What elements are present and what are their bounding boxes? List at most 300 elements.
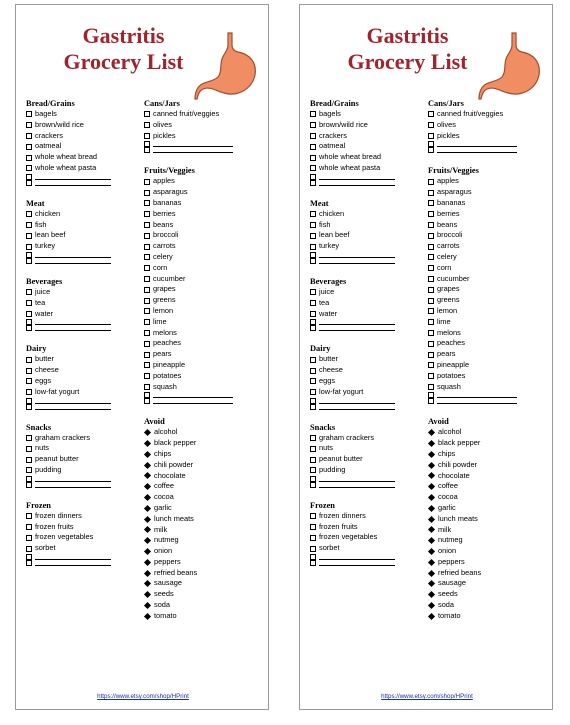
list-item[interactable] (144, 176, 266, 187)
list-item[interactable] (144, 109, 266, 120)
checkbox-icon[interactable] (428, 352, 434, 358)
list-item[interactable] (26, 209, 134, 220)
list-item[interactable] (26, 241, 134, 252)
checkbox-icon[interactable] (428, 362, 434, 368)
section-title: Avoid (428, 417, 449, 427)
list-item[interactable] (310, 141, 418, 152)
checkbox-icon[interactable] (144, 373, 150, 379)
avoid-item (428, 600, 550, 611)
diamond-bullet-icon (428, 472, 435, 479)
blank-item[interactable] (26, 404, 134, 410)
checkbox-icon[interactable] (26, 389, 32, 395)
list-item[interactable] (428, 209, 550, 220)
list-item[interactable] (428, 241, 550, 252)
list-item[interactable] (144, 120, 266, 131)
list-item[interactable] (26, 220, 134, 231)
blank-item[interactable] (310, 404, 418, 410)
list-item[interactable] (144, 284, 266, 295)
avoid-item (428, 557, 550, 568)
avoid-item (428, 568, 550, 579)
list-item[interactable] (144, 360, 266, 371)
checkbox-icon[interactable] (26, 289, 32, 295)
checkbox-icon[interactable] (428, 398, 434, 404)
item-label: refried beans (438, 567, 482, 577)
item-label: nutmeg (154, 535, 179, 545)
blank-item[interactable] (26, 180, 134, 186)
list-item[interactable] (144, 263, 266, 274)
list-item[interactable] (26, 298, 134, 309)
checkbox-icon[interactable] (310, 222, 316, 228)
avoid-item (144, 460, 266, 471)
checkbox-icon[interactable] (144, 147, 150, 153)
item-label: frozen dinners (35, 510, 82, 520)
list-item[interactable] (26, 532, 134, 543)
blank-write-line[interactable] (319, 482, 395, 488)
checkbox-icon[interactable] (144, 211, 150, 217)
list-item[interactable] (310, 109, 418, 120)
section-title: Bread/Grains (26, 99, 75, 108)
checkbox-icon[interactable] (144, 287, 150, 293)
avoid-item (428, 427, 550, 438)
blank-write-line[interactable] (35, 258, 111, 264)
checkbox-icon[interactable] (26, 368, 32, 374)
checkbox-icon[interactable] (26, 244, 32, 250)
list-item[interactable] (144, 295, 266, 306)
checkbox-icon[interactable] (428, 384, 434, 390)
item-label: seeds (438, 589, 458, 599)
list-item[interactable] (310, 433, 418, 444)
section-title: Beverages (26, 276, 63, 286)
checkbox-icon[interactable] (428, 341, 434, 347)
item-label: greens (153, 295, 176, 305)
list-item[interactable] (26, 522, 134, 533)
item-label: squash (153, 381, 177, 391)
checkbox-icon[interactable] (144, 244, 150, 250)
list-item[interactable] (26, 443, 134, 454)
checkbox-icon[interactable] (26, 111, 32, 117)
checkbox-icon[interactable] (26, 222, 32, 228)
list-item[interactable] (310, 543, 418, 554)
list-item[interactable] (26, 376, 134, 387)
checkbox-icon[interactable] (428, 122, 434, 128)
list-item[interactable] (428, 317, 550, 328)
checkbox-icon[interactable] (310, 446, 316, 452)
blank-write-line[interactable] (319, 560, 395, 566)
item-label: peaches (153, 338, 181, 348)
diamond-bullet-icon (144, 591, 151, 598)
item-label: apples (437, 176, 459, 186)
blank-write-line[interactable] (319, 404, 395, 410)
list-item[interactable] (26, 365, 134, 376)
checkbox-icon[interactable] (428, 200, 434, 206)
checkbox-icon[interactable] (26, 165, 32, 171)
checkbox-icon[interactable] (144, 190, 150, 196)
checkbox-icon[interactable] (428, 319, 434, 325)
checkbox-icon[interactable] (144, 179, 150, 185)
list-item[interactable] (428, 295, 550, 306)
avoid-item (428, 535, 550, 546)
list-item[interactable] (144, 209, 266, 220)
list-item[interactable] (310, 522, 418, 533)
checkbox-icon[interactable] (144, 276, 150, 282)
item-label: lemon (153, 305, 174, 315)
checkbox-icon[interactable] (428, 373, 434, 379)
list-item[interactable] (144, 382, 266, 393)
checkbox-icon[interactable] (310, 368, 316, 374)
list-item[interactable] (26, 120, 134, 131)
list-item[interactable] (310, 152, 418, 163)
checkbox-icon[interactable] (310, 289, 316, 295)
checkbox-icon[interactable] (26, 180, 32, 186)
blank-write-line[interactable] (35, 560, 111, 566)
checkbox-icon[interactable] (310, 357, 316, 363)
avoid-item (428, 589, 550, 600)
list-item[interactable] (26, 511, 134, 522)
checkbox-icon[interactable] (26, 144, 32, 150)
blank-write-line[interactable] (153, 147, 233, 153)
checkbox-icon[interactable] (310, 300, 316, 306)
checkbox-icon[interactable] (310, 524, 316, 530)
list-item[interactable] (144, 230, 266, 241)
checkbox-icon[interactable] (310, 122, 316, 128)
checkbox-icon[interactable] (144, 233, 150, 239)
checkbox-icon[interactable] (144, 254, 150, 260)
list-item[interactable] (310, 387, 418, 398)
item-label: pears (153, 349, 172, 359)
list-item[interactable] (428, 109, 550, 120)
list-item[interactable] (26, 354, 134, 365)
blank-item[interactable] (310, 325, 418, 331)
list-item[interactable] (144, 187, 266, 198)
diamond-bullet-icon (428, 570, 435, 577)
list-item[interactable] (26, 309, 134, 320)
list-item[interactable] (310, 465, 418, 476)
checkbox-icon[interactable] (428, 211, 434, 217)
checkbox-icon[interactable] (310, 180, 316, 186)
checkbox-icon[interactable] (310, 513, 316, 519)
list-item[interactable] (310, 443, 418, 454)
list-item[interactable] (428, 230, 550, 241)
list-item[interactable] (428, 328, 550, 339)
list-item[interactable] (428, 252, 550, 263)
list-item[interactable] (310, 230, 418, 241)
checkbox-icon[interactable] (144, 319, 150, 325)
checkbox-icon[interactable] (144, 133, 150, 139)
list-item[interactable] (310, 220, 418, 231)
blank-item[interactable] (26, 258, 134, 264)
section-meat (26, 198, 134, 264)
blank-write-line[interactable] (319, 325, 395, 331)
checkbox-icon[interactable] (310, 560, 316, 566)
list-item[interactable] (428, 176, 550, 187)
list-item[interactable] (310, 131, 418, 142)
checkbox-icon[interactable] (26, 524, 32, 530)
checkbox-icon[interactable] (428, 298, 434, 304)
avoid-item (428, 611, 550, 622)
checkbox-icon[interactable] (26, 233, 32, 239)
list-item[interactable] (428, 263, 550, 274)
checkbox-icon[interactable] (428, 133, 434, 139)
checkbox-icon[interactable] (310, 457, 316, 463)
checkbox-icon[interactable] (428, 179, 434, 185)
checkbox-icon[interactable] (144, 298, 150, 304)
item-label: berries (437, 208, 460, 218)
checkbox-icon[interactable] (428, 233, 434, 239)
list-item[interactable] (144, 328, 266, 339)
checkbox-icon[interactable] (428, 265, 434, 271)
checkbox-icon[interactable] (26, 457, 32, 463)
diamond-bullet-icon (428, 559, 435, 566)
checkbox-icon[interactable] (26, 560, 32, 566)
list-item[interactable] (26, 131, 134, 142)
list-item[interactable] (428, 274, 550, 285)
checkbox-icon[interactable] (310, 165, 316, 171)
list-item[interactable] (428, 198, 550, 209)
checkbox-icon[interactable] (26, 546, 32, 552)
item-label: whole wheat bread (35, 152, 98, 162)
list-item[interactable] (26, 433, 134, 444)
checkbox-icon[interactable] (26, 482, 32, 488)
item-label: seeds (154, 589, 174, 599)
item-label: bananas (153, 197, 182, 207)
section-meat (310, 198, 418, 264)
checkbox-icon[interactable] (310, 244, 316, 250)
checkbox-icon[interactable] (310, 233, 316, 239)
list-item[interactable] (26, 141, 134, 152)
list-item[interactable] (310, 354, 418, 365)
list-item[interactable] (144, 349, 266, 360)
item-list (428, 109, 550, 153)
blank-item[interactable] (144, 398, 266, 404)
blank-item[interactable] (310, 560, 418, 566)
checkbox-icon[interactable] (144, 122, 150, 128)
blank-item[interactable] (26, 325, 134, 331)
list-item[interactable] (310, 241, 418, 252)
list-item[interactable] (310, 309, 418, 320)
item-label: pickles (153, 130, 176, 140)
checkbox-icon[interactable] (310, 546, 316, 552)
list-item[interactable] (26, 543, 134, 554)
blank-item[interactable] (310, 258, 418, 264)
item-label: squash (437, 381, 461, 391)
list-item[interactable] (144, 131, 266, 142)
checkbox-icon[interactable] (26, 404, 32, 410)
checkbox-icon[interactable] (26, 311, 32, 317)
list-item[interactable] (428, 306, 550, 317)
checkbox-icon[interactable] (428, 287, 434, 293)
avoid-item (144, 427, 266, 438)
list-item[interactable] (428, 220, 550, 231)
list-item[interactable] (428, 371, 550, 382)
list-item[interactable] (144, 306, 266, 317)
blank-item[interactable] (26, 560, 134, 566)
checkbox-icon[interactable] (310, 378, 316, 384)
list-item[interactable] (26, 387, 134, 398)
item-label: graham crackers (35, 432, 91, 442)
list-item[interactable] (310, 454, 418, 465)
list-item[interactable] (310, 287, 418, 298)
list-item[interactable] (428, 120, 550, 131)
checkbox-icon[interactable] (144, 200, 150, 206)
item-label: canned fruit/veggies (153, 109, 220, 118)
blank-write-line[interactable] (319, 258, 395, 264)
list-item[interactable] (310, 532, 418, 543)
item-label: tea (35, 297, 46, 307)
title-line-1: Gastritis (366, 23, 449, 48)
list-item[interactable] (144, 274, 266, 285)
checkbox-icon[interactable] (428, 190, 434, 196)
left-column (310, 98, 418, 578)
checkbox-icon[interactable] (144, 308, 150, 314)
section-avoid (428, 416, 550, 621)
list-item[interactable] (144, 252, 266, 263)
list-item[interactable] (144, 371, 266, 382)
checkbox-icon[interactable] (26, 357, 32, 363)
checkbox-icon[interactable] (310, 325, 316, 331)
list-item[interactable] (26, 163, 134, 174)
checkbox-icon[interactable] (310, 311, 316, 317)
list-item[interactable] (26, 109, 134, 120)
checkbox-icon[interactable] (144, 352, 150, 358)
checkbox-icon[interactable] (26, 513, 32, 519)
checkbox-icon[interactable] (26, 258, 32, 264)
list-item[interactable] (310, 298, 418, 309)
list-item[interactable] (26, 454, 134, 465)
checkbox-icon[interactable] (144, 398, 150, 404)
checkbox-icon[interactable] (310, 535, 316, 541)
blank-item[interactable] (26, 482, 134, 488)
blank-write-line[interactable] (35, 325, 111, 331)
list-item[interactable] (310, 511, 418, 522)
checkbox-icon[interactable] (144, 330, 150, 336)
list-item[interactable] (310, 365, 418, 376)
section-title: Fruits/Veggies (428, 166, 479, 176)
checkbox-icon[interactable] (310, 467, 316, 473)
list-item[interactable] (310, 209, 418, 220)
checkbox-icon[interactable] (26, 155, 32, 161)
blank-write-line[interactable] (437, 147, 517, 153)
list-item[interactable] (26, 465, 134, 476)
list-item[interactable] (144, 220, 266, 231)
blank-item[interactable] (428, 398, 550, 404)
checkbox-icon[interactable] (310, 482, 316, 488)
item-label: juice (35, 286, 51, 296)
blank-write-line[interactable] (319, 180, 395, 186)
footer-link[interactable]: https://www.etsy.com/shop/HPrint (97, 693, 189, 700)
list-item[interactable] (26, 230, 134, 241)
diamond-bullet-icon (428, 462, 435, 469)
checkbox-icon[interactable] (26, 133, 32, 139)
avoid-item (428, 578, 550, 589)
checkbox-icon[interactable] (144, 265, 150, 271)
checkbox-icon[interactable] (310, 404, 316, 410)
item-label: lime (437, 316, 451, 326)
footer-link[interactable]: https://www.etsy.com/shop/HPrint (381, 693, 473, 700)
checkbox-icon[interactable] (428, 244, 434, 250)
checkbox-icon[interactable] (428, 330, 434, 336)
list-item[interactable] (428, 284, 550, 295)
checkbox-icon[interactable] (144, 384, 150, 390)
list-item[interactable] (428, 338, 550, 349)
list-item[interactable] (144, 241, 266, 252)
list-item[interactable] (310, 376, 418, 387)
checkbox-icon[interactable] (310, 155, 316, 161)
section-title: Cans/Jars (144, 99, 180, 108)
checkbox-icon[interactable] (428, 308, 434, 314)
list-item[interactable] (144, 317, 266, 328)
list-item[interactable] (26, 287, 134, 298)
item-label: chocolate (438, 470, 470, 480)
checkbox-icon[interactable] (26, 446, 32, 452)
checkbox-icon[interactable] (428, 222, 434, 228)
item-label: nuts (35, 443, 49, 453)
checkbox-icon[interactable] (310, 111, 316, 117)
checkbox-icon[interactable] (26, 467, 32, 473)
item-label: whole wheat bread (319, 152, 382, 162)
item-label: corn (153, 262, 168, 272)
checkbox-icon[interactable] (144, 341, 150, 347)
checkbox-icon[interactable] (310, 258, 316, 264)
list-item[interactable] (428, 360, 550, 371)
checkbox-icon[interactable] (310, 133, 316, 139)
blank-item[interactable] (310, 180, 418, 186)
checkbox-icon[interactable] (26, 435, 32, 441)
checkbox-icon[interactable] (428, 276, 434, 282)
section-bread-grains (310, 98, 418, 186)
list-item[interactable] (428, 382, 550, 393)
checkbox-icon[interactable] (310, 389, 316, 395)
checkbox-icon[interactable] (428, 111, 434, 117)
checkbox-icon[interactable] (144, 222, 150, 228)
checkbox-icon[interactable] (428, 254, 434, 260)
checkbox-icon[interactable] (26, 300, 32, 306)
checkbox-icon[interactable] (310, 211, 316, 217)
checkbox-icon[interactable] (310, 144, 316, 150)
item-label: brown/wild rice (319, 119, 368, 129)
list-item[interactable] (26, 152, 134, 163)
checkbox-icon[interactable] (26, 325, 32, 331)
blank-item[interactable] (144, 147, 266, 153)
blank-write-line[interactable] (35, 404, 111, 410)
list-item[interactable] (144, 338, 266, 349)
item-label: black pepper (154, 438, 197, 448)
checkbox-icon[interactable] (310, 435, 316, 441)
blank-write-line[interactable] (35, 180, 111, 186)
blank-write-line[interactable] (35, 482, 111, 488)
item-label: sausage (438, 578, 466, 588)
item-label: milk (438, 524, 452, 534)
checkbox-icon[interactable] (26, 378, 32, 384)
checkbox-icon[interactable] (144, 111, 150, 117)
blank-write-line[interactable] (153, 398, 233, 404)
section-title: Cans/Jars (428, 99, 464, 108)
item-label: soda (154, 600, 171, 610)
list-item[interactable] (428, 131, 550, 142)
checkbox-icon[interactable] (428, 147, 434, 153)
checkbox-icon[interactable] (26, 535, 32, 541)
list-item[interactable] (310, 120, 418, 131)
blank-item[interactable] (310, 482, 418, 488)
list-item[interactable] (428, 349, 550, 360)
checkbox-icon[interactable] (144, 362, 150, 368)
checkbox-icon[interactable] (26, 211, 32, 217)
blank-item[interactable] (428, 147, 550, 153)
list-item[interactable] (144, 198, 266, 209)
list-item[interactable] (310, 163, 418, 174)
checkbox-icon[interactable] (26, 122, 32, 128)
blank-write-line[interactable] (437, 398, 517, 404)
list-item[interactable] (428, 187, 550, 198)
